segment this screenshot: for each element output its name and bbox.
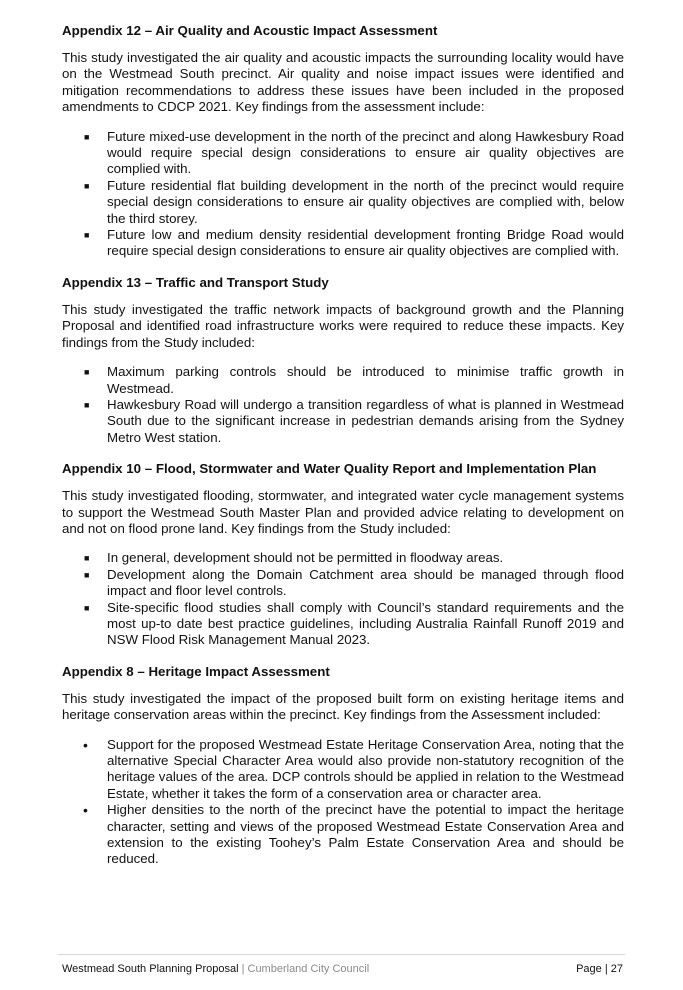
section-heading: Appendix 8 – Heritage Impact Assessment	[62, 663, 330, 679]
footer-left	[62, 962, 369, 976]
list-item: • Support for the proposed Westmead Estate Heritage Conservation Area, noting that the alternative Special Character Area would also provide non-statutory recognition of the heritage values of the area. DCP controls should be applied in relation to the Westmead Estate, whether it takes the form of a conservation area or character area.	[83, 736, 624, 801]
list-item: ■ Future mixed-use development in the north of the precinct and along Hawkesbury Road would require special design considerations to ensure air quality objectives are complied with.	[84, 128, 624, 177]
list-item: ■ Hawkesbury Road will undergo a transition regardless of what is planned in Westmead South due to the significant increase in pedestrian demands arising from the Sydney Metro West station.	[84, 396, 624, 445]
list-item: ■ Development along the Domain Catchment area should be managed through flood impact and floor level controls.	[84, 566, 624, 599]
section-intro: This study investigated flooding, stormwater, and integrated water cycle management systems to support the Westmead South Master Plan and provided advice relating to development on and not on flood prone land. Key findings from the Study included:	[62, 488, 624, 536]
section-appendix-8	[62, 663, 624, 868]
section-intro: This study investigated the traffic network impacts of background growth and the Planning Proposal and identified road infrastructure works were required to reduce these impacts. Key findings from the Study included:	[62, 301, 624, 350]
list-item: ■ Maximum parking controls should be introduced to minimise traffic growth in Westmead.	[84, 364, 624, 396]
section-intro: This study investigated the impact of the proposed built form on existing heritage items and heritage conservation areas within the precinct. Key findings from the Assessment included:	[62, 690, 624, 723]
square-bullet-icon: ■	[84, 602, 90, 613]
page-footer	[62, 962, 623, 976]
document-page	[62, 22, 624, 882]
square-bullet-icon: ■	[84, 230, 90, 241]
section-appendix-12	[62, 22, 624, 260]
footer-divider	[58, 954, 625, 955]
section-intro: This study investigated the air quality and acoustic impacts the surrounding locality would have on the Westmead South precinct. Air quality and noise impact issues were identified and mitigation recommendations to address these issues have been included in the proposed amendments to CDCP 2021. Key findings from the assessment include:	[62, 50, 624, 115]
square-bullet-icon: ■	[84, 399, 90, 410]
square-bullet-icon: ■	[84, 553, 90, 564]
section-appendix-10	[62, 460, 624, 649]
section-appendix-13	[62, 274, 624, 446]
list-item: • Higher densities to the north of the precinct have the potential to impact the heritage character, setting and views of the proposed Westmead Estate Conservation Area and extension to the existing Toohey’s Palm Estate Conservation Area and should be reduced.	[83, 802, 624, 867]
section-heading: Appendix 12 – Air Quality and Acoustic Impact Assessment	[62, 23, 438, 38]
square-bullet-icon: ■	[84, 367, 90, 378]
page-number: Page | 27	[576, 963, 623, 975]
section-heading: Appendix 10 – Flood, Stormwater and Water Quality Report and Implementation Plan	[62, 461, 597, 477]
list-item: ■ In general, development should not be permitted in floodway areas.	[84, 550, 504, 566]
list-item: ■ Future residential flat building development in the north of the precinct would require special design considerations to ensure air quality objectives are complied with, below the third storey.	[84, 177, 624, 226]
round-bullet-icon: •	[83, 736, 88, 753]
list-item: ■ Site-specific flood studies shall comply with Council’s standard requirements and the most up-to date best practice guidelines, including Australia Rainfall Runoff 2019 and NSW Flood Risk Management Manual 2023.	[84, 599, 624, 648]
round-bullet-icon: •	[83, 802, 88, 819]
findings-list	[62, 550, 624, 648]
square-bullet-icon: ■	[84, 569, 90, 580]
footer-title: Westmead South Planning Proposal	[62, 963, 239, 975]
section-heading: Appendix 13 – Traffic and Transport Study	[62, 274, 329, 290]
square-bullet-icon: ■	[84, 180, 90, 191]
findings-list	[62, 129, 624, 260]
findings-list	[62, 364, 624, 446]
footer-separator: |	[241, 963, 245, 975]
findings-list	[62, 737, 624, 868]
footer-org: Cumberland City Council	[247, 963, 370, 975]
square-bullet-icon: ■	[84, 131, 90, 142]
list-item: ■ Future low and medium density residential development fronting Bridge Road would require special design considerations to ensure air quality objectives are complied with.	[84, 227, 624, 259]
